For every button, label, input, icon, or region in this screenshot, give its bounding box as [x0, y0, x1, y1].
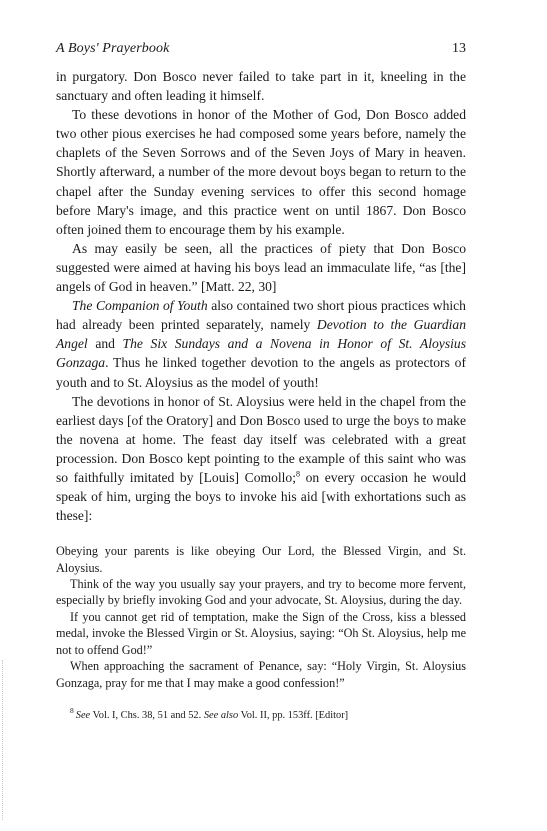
quoted-exhortations: [56, 543, 466, 691]
paragraph: To these devotions in honor of the Mother of God, Don Bosco added two other pious exercises he had composed some years before, namely the chaplets of the Seven Sorrows and of the Seven Joys of Mary in heaven. Shortly afterward, a number of the more devout boys began to return to the chapel after the Sunday evening services to offer this second homage before Mary's image, and this practice went on until 1867. Don Bosco often joined them to encourage them by his example.: [56, 107, 466, 237]
quote-paragraph: Think of the way you usually say your prayers, and try to become more fervent, especially by briefly invoking God and your advocate, St. Aloysius, during the day.: [56, 577, 466, 608]
text-run: on every occasion he would speak of him, urging the boys to invoke his aid [with exhortations such as these]:: [56, 469, 466, 524]
running-head: A Boys' Prayerbook: [56, 41, 170, 56]
body-text: [56, 67, 466, 525]
footnote-text: Vol. II, pp. 153ff. [Editor]: [238, 709, 349, 721]
footnote-reference: 8: [296, 469, 301, 479]
paragraph: [56, 296, 466, 391]
text-run: The devotions in honor of St. Aloysius were held in the chapel from the earliest days [of the Oratory] and Don Bosco used to urge the boys to make the novena at home. The feast day itself was celebrated with a great procession. Don Bosco kept pointing to the example of this saint who was so faithfully imitated by [Louis] Comollo;: [56, 393, 466, 485]
text-run: and: [87, 336, 123, 352]
footnote-see-also: See also: [203, 709, 239, 721]
page-header: [56, 41, 466, 61]
book-page: [56, 41, 466, 723]
page-number: 13: [452, 41, 466, 56]
book-title: The Six Sundays and a Novena in Honor of St. Aloysius Gonzaga: [56, 336, 466, 371]
footnote-see: See: [75, 709, 91, 721]
footnote: [56, 706, 466, 723]
scan-edge-artifact: [2, 660, 5, 820]
paragraph: [56, 392, 466, 526]
book-title: The Companion of Youth: [72, 298, 208, 314]
paragraph: As may easily be seen, all the practices of piety that Don Bosco suggested were aimed at having his boys lead an immaculate life, “as [the] angels of God in heaven.” [Matt. 22, 30]: [56, 240, 466, 295]
footnote-mark: 8: [70, 706, 74, 716]
book-title: Devotion to the Guardian Angel: [56, 317, 466, 352]
paragraph: in purgatory. Don Bosco never failed to take part in it, kneeling in the sanctuary and often leading it himself.: [56, 69, 466, 104]
footnote-text: Vol. I, Chs. 38, 51 and 52.: [90, 709, 204, 721]
text-run: also contained two short pious practices which had already been printed separately, namely: [56, 298, 466, 333]
quote-paragraph: Obeying your parents is like obeying Our Lord, the Blessed Virgin, and St. Aloysius.: [56, 544, 466, 575]
quote-paragraph: When approaching the sacrament of Penance, say: “Holy Virgin, St. Aloysius Gonzaga, pray for me that I may make a good confession!”: [56, 659, 466, 690]
quote-paragraph: If you cannot get rid of temptation, make the Sign of the Cross, kiss a blessed medal, invoke the Blessed Virgin or St. Aloysius, saying: “Oh St. Aloysius, help me not to offend God!”: [56, 609, 466, 657]
text-run: . Thus he linked together devotion to the angels as protectors of youth and to St. Aloysius as the model of youth!: [56, 355, 466, 390]
